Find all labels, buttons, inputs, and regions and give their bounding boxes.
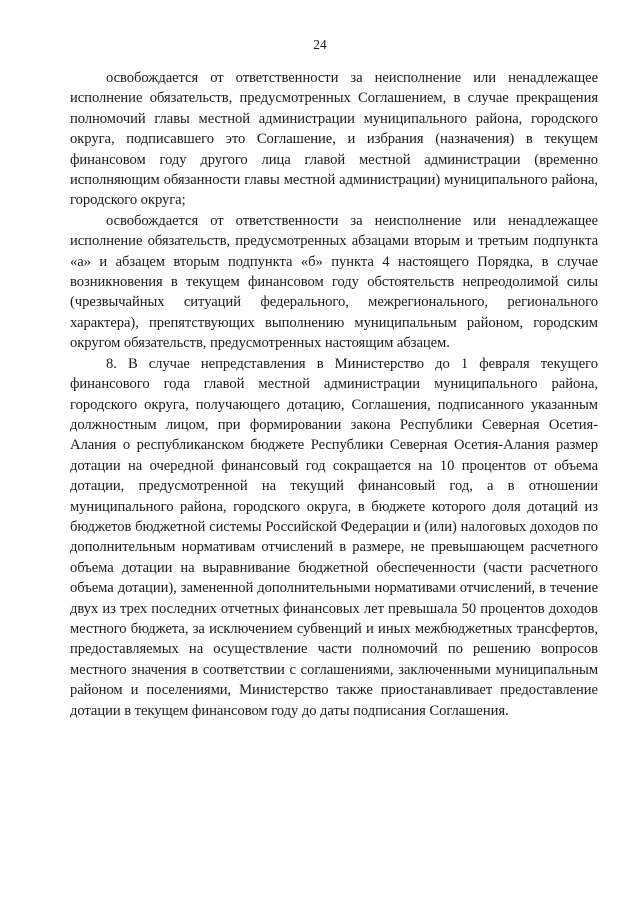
paragraph-release-on-force-majeure: освобождается от ответственности за неисполнение или ненадлежащее исполнение обязательств, предусмотренных абзацами вторым и третьим подпункта «а» и абзацем вторым подпункта «б» пункта 4 настоящего Порядка, в случае возникновения в текущем финансовом году обстоятельств непреодолимой силы (чрезвычайных ситуаций федерального, межрегионального, регионального характера), препятствующих выполнению муниципальным районом, городским округом обязательств, предусмотренных настоящим абзацем. [70, 212, 598, 352]
document-body [70, 68, 598, 721]
paragraph-release-on-head-change: освобождается от ответственности за неисполнение или ненадлежащее исполнение обязательств, предусмотренных Соглашением, в случае прекращения полномочий главы местной администрации муниципального района, городского округа, подписавшего это Соглашение, и избрания (назначения) в текущем финансовом году другого лица главой местной администрации (временно исполняющим обязанности главы местной администрации) муниципального района, городского округа; [70, 70, 598, 209]
paragraph-item-8-subsidy-reduction: 8. В случае непредставления в Министерство до 1 февраля текущего финансового года главой местной администрации муниципального района, городского округа, получающего дотацию, Соглашения, подписанного указанным должностным лицом, при формировании закона Республики Северная Осетия-Алания о республиканском бюджете Республики Северная Осетия-Алания размер дотации на очередной финансовый год сокращается на 10 процентов от объема дотации, предусмотренной на текущий финансовый год, а в отношении муниципального района, городского округа, в бюджете которого доля дотаций из бюджетов бюджетной системы Российской Федерации и (или) налоговых доходов по дополнительным нормативам отчислений в размере, не превышающем расчетного объема дотации на выравнивание бюджетной обеспеченности (части расчетного объема дотации), замененной дополнительными нормативами отчислений, в течение двух из трех последних отчетных финансовых лет превышала 50 процентов доходов местного бюджета, за исключением субвенций и иных межбюджетных трансфертов, предоставляемых на осуществление части полномочий по решению вопросов местного значения в соответствии с соглашениями, заключенными муниципальным районом и поселениями, Министерство также приостанавливает предоставление дотации в текущем финансовом году до даты подписания Соглашения. [70, 355, 598, 719]
page-number: 24 [313, 37, 327, 52]
